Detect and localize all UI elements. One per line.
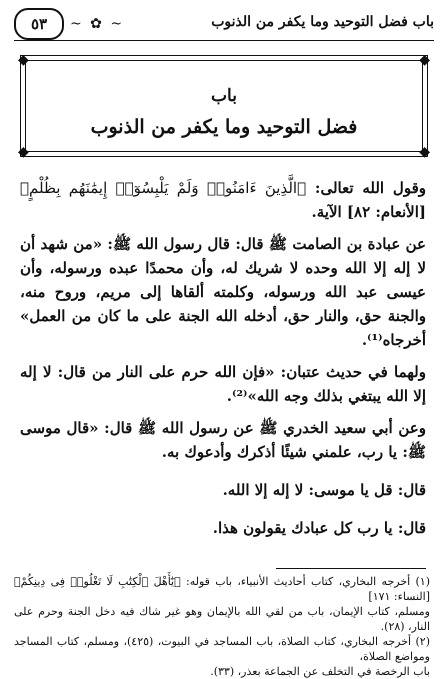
paragraph-hadith-itban: ولهما في حديث عتبان: «فإن الله حرم على النار من قال: لا إله إلا الله يبتغي بذلك وجه الله»⁽²⁾.: [20, 363, 426, 405]
footnote-2-line-2: باب الرخصة في التخلف عن الجماعة بعذر، (٣٣).: [210, 665, 430, 678]
paragraph-verse: [20, 176, 426, 224]
frame-corner-ornament-icon: ◆: [419, 52, 430, 68]
header-ornament: ~ ✿ ~: [70, 16, 125, 32]
footnote-2-line-1: (٢) أخرجه البخاري، كتاب الصلاة، باب المساجد في البيوت، (٤٢٥)، ومسلم، كتاب المساجد ومواضع الصلاة،: [14, 635, 430, 663]
main-text: [20, 176, 426, 540]
footnote-1-line-1: (١) أخرجه البخاري، كتاب أحاديث الأنبياء، باب قوله: ﴿يَٰٓأَهْلَ ٱلْكِتَٰبِ لَا تَغْلُوا۟ فِى دِينِكُمْ﴾ [النساء: ١٧١]: [14, 575, 430, 603]
frame-corner-ornament-icon: ◆: [419, 144, 430, 160]
verse-reference: [الأنعام: ٨٢] الآية.: [311, 203, 426, 221]
paragraph-moses-answer: قال: قل يا موسى: لا إله إلا الله.: [222, 481, 426, 499]
footnotes: [14, 574, 430, 679]
chapter-title: فضل التوحيد وما يكفر من الذنوب: [90, 116, 358, 138]
quran-verse: ﴿الَّذِينَ ءَامَنُوا۟ وَلَمْ يَلْبِسُوٓا۟ إِيمَٰنَهُم بِظُلْمٍ﴾: [20, 179, 307, 197]
page-number: ٥٣: [14, 8, 64, 40]
verse-intro: وقول الله تعالى:: [306, 179, 426, 197]
running-title: باب فضل التوحيد وما يكفر من الذنوب: [211, 14, 434, 30]
footnote-divider: [276, 568, 426, 569]
running-header: [14, 6, 434, 40]
chapter-title-frame: [18, 52, 430, 160]
frame-corner-ornament-icon: ◆: [18, 144, 29, 160]
header-divider: [14, 40, 434, 41]
paragraph-hadith-abu-said: وعن أبي سعيد الخدري ﷺ عن رسول الله ﷺ قال: «قال موسى ﷺ: يا رب، علمني شيئًا أذكرك وأدعوك به.: [20, 419, 426, 461]
frame-corner-ornament-icon: ◆: [18, 52, 29, 68]
chapter-label: باب: [211, 86, 237, 106]
footnote-1-line-2: ومسلم، كتاب الإيمان، باب من لقي الله بالإيمان وهو غير شاك فيه دخل الجنة وحرم على النار، (٢٨).: [14, 605, 430, 633]
paragraph-hadith-ubada: عن عبادة بن الصامت ﷺ قال: قال رسول الله ﷺ: «من شهد أن لا إله إلا الله وحده لا شريك له، وأن محمدًا عبده ورسوله، وأن عيسى عبد الله ورسوله، وكلمته ألقاها إلى مريم، وروح منه، والجنة حق، والنار حق، أدخله الله الجنة على ما كان من العمل» أخرجاه⁽¹⁾.: [20, 235, 426, 349]
paragraph-moses-reply: قال: يا رب كل عبادك يقولون هذا.: [212, 519, 426, 537]
